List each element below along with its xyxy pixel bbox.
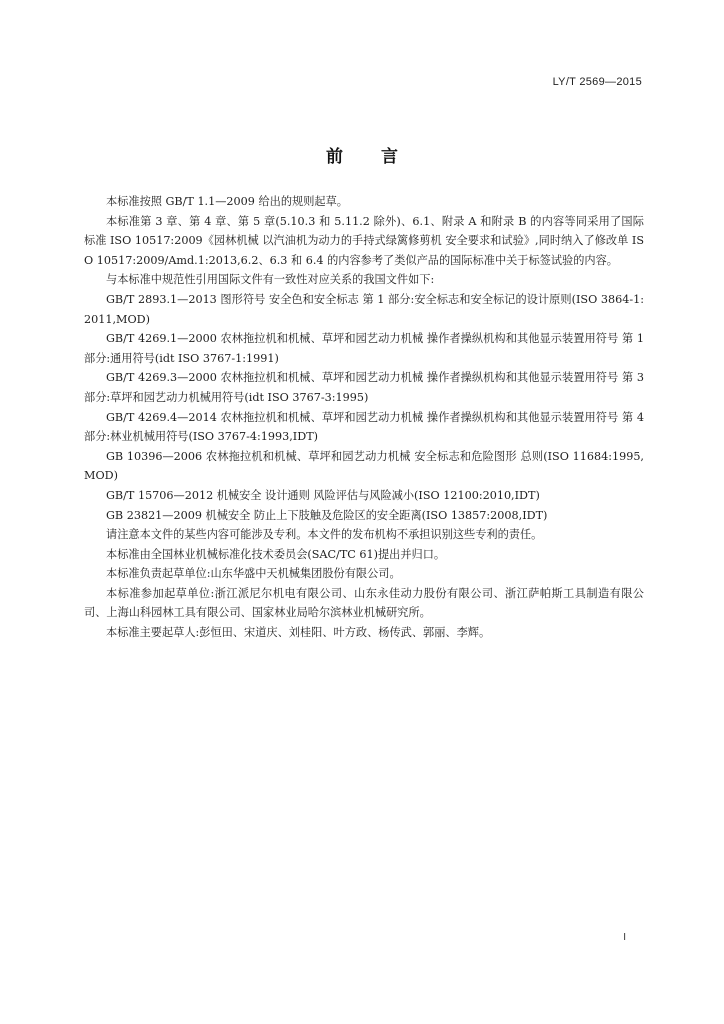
reference-gb-10396: GB 10396—2006 农林拖拉机和机械、草坪和园艺动力机械 安全标志和危险图形 总则(ISO 11684:1995,MOD): [84, 449, 644, 483]
reference-gb-t-4269-1: GB/T 4269.1—2000 农林拖拉机和机械、草坪和园艺动力机械 操作者操纵机构和其他显示装置用符号 第 1 部分:通用符号(idt ISO 3767-1:1991): [84, 332, 644, 365]
reference-gb-23821: GB 23821—2009 机械安全 防止上下肢触及危险区的安全距离(ISO 13857:2008,IDT): [106, 508, 548, 522]
paragraph-reference-intro: 与本标准中规范性引用国际文件有一致性对应关系的我国文件如下:: [106, 273, 435, 287]
paragraph-participating-drafters: 本标准参加起草单位:浙江派尼尔机电有限公司、山东永佳动力股份有限公司、浙江萨帕斯工具制造有限公司、上海山科园林工具有限公司、国家林业局哈尔滨林业机械研究所。: [84, 586, 644, 620]
paragraph-proposer: 本标准由全国林业机械标准化技术委员会(SAC/TC 61)提出并归口。: [106, 547, 446, 561]
reference-gb-t-2893-1: GB/T 2893.1—2013 图形符号 安全色和安全标志 第 1 部分:安全标志和安全标记的设计原则(ISO 3864-1:2011,MOD): [84, 292, 644, 326]
paragraph-patent-notice: 请注意本文件的某些内容可能涉及专利。本文件的发布机构不承担识别这些专利的责任。: [106, 528, 543, 542]
reference-gb-t-4269-4: GB/T 4269.4—2014 农林拖拉机和机械、草坪和园艺动力机械 操作者操纵机构和其他显示装置用符号 第 4 部分:林业机械用符号(ISO 3767-4:1993,IDT): [84, 410, 644, 444]
standard-code: LY/T 2569—2015: [552, 76, 642, 88]
paragraph-responsible-drafter: 本标准负责起草单位:山东华盛中天机械集团股份有限公司。: [106, 567, 401, 581]
foreword-body: [84, 192, 644, 643]
paragraph-adoption: 本标准第 3 章、第 4 章、第 5 章(5.10.3 和 5.11.2 除外)、6.1、附录 A 和附录 B 的内容等同采用了国际标准 ISO 10517:2009《园林机械 以汽油机为动力的手持式绿篱修剪机 安全要求和试验》,同时纳入了修改单 ISO 10517:2009/Amd.1:2013,6.2、6.3 和 6.4 的内容参考了类似产品的国际标准中关于标签试验的内容。: [84, 214, 644, 267]
page-number: I: [623, 932, 626, 943]
reference-gb-t-15706: GB/T 15706—2012 机械安全 设计通则 风险评估与风险减小(ISO 12100:2010,IDT): [106, 488, 540, 502]
paragraph-drafting-rules: 本标准按照 GB/T 1.1—2009 给出的规则起草。: [106, 195, 348, 208]
page-title: 前言: [326, 147, 436, 167]
reference-gb-t-4269-3: GB/T 4269.3—2000 农林拖拉机和机械、草坪和园艺动力机械 操作者操纵机构和其他显示装置用符号 第 3 部分:草坪和园艺动力机械用符号(idt ISO 3767-3:1995): [84, 371, 644, 404]
paragraph-main-drafters: 本标准主要起草人:彭恒田、宋道庆、刘桂阳、叶方政、杨传武、郭丽、李辉。: [106, 626, 491, 640]
